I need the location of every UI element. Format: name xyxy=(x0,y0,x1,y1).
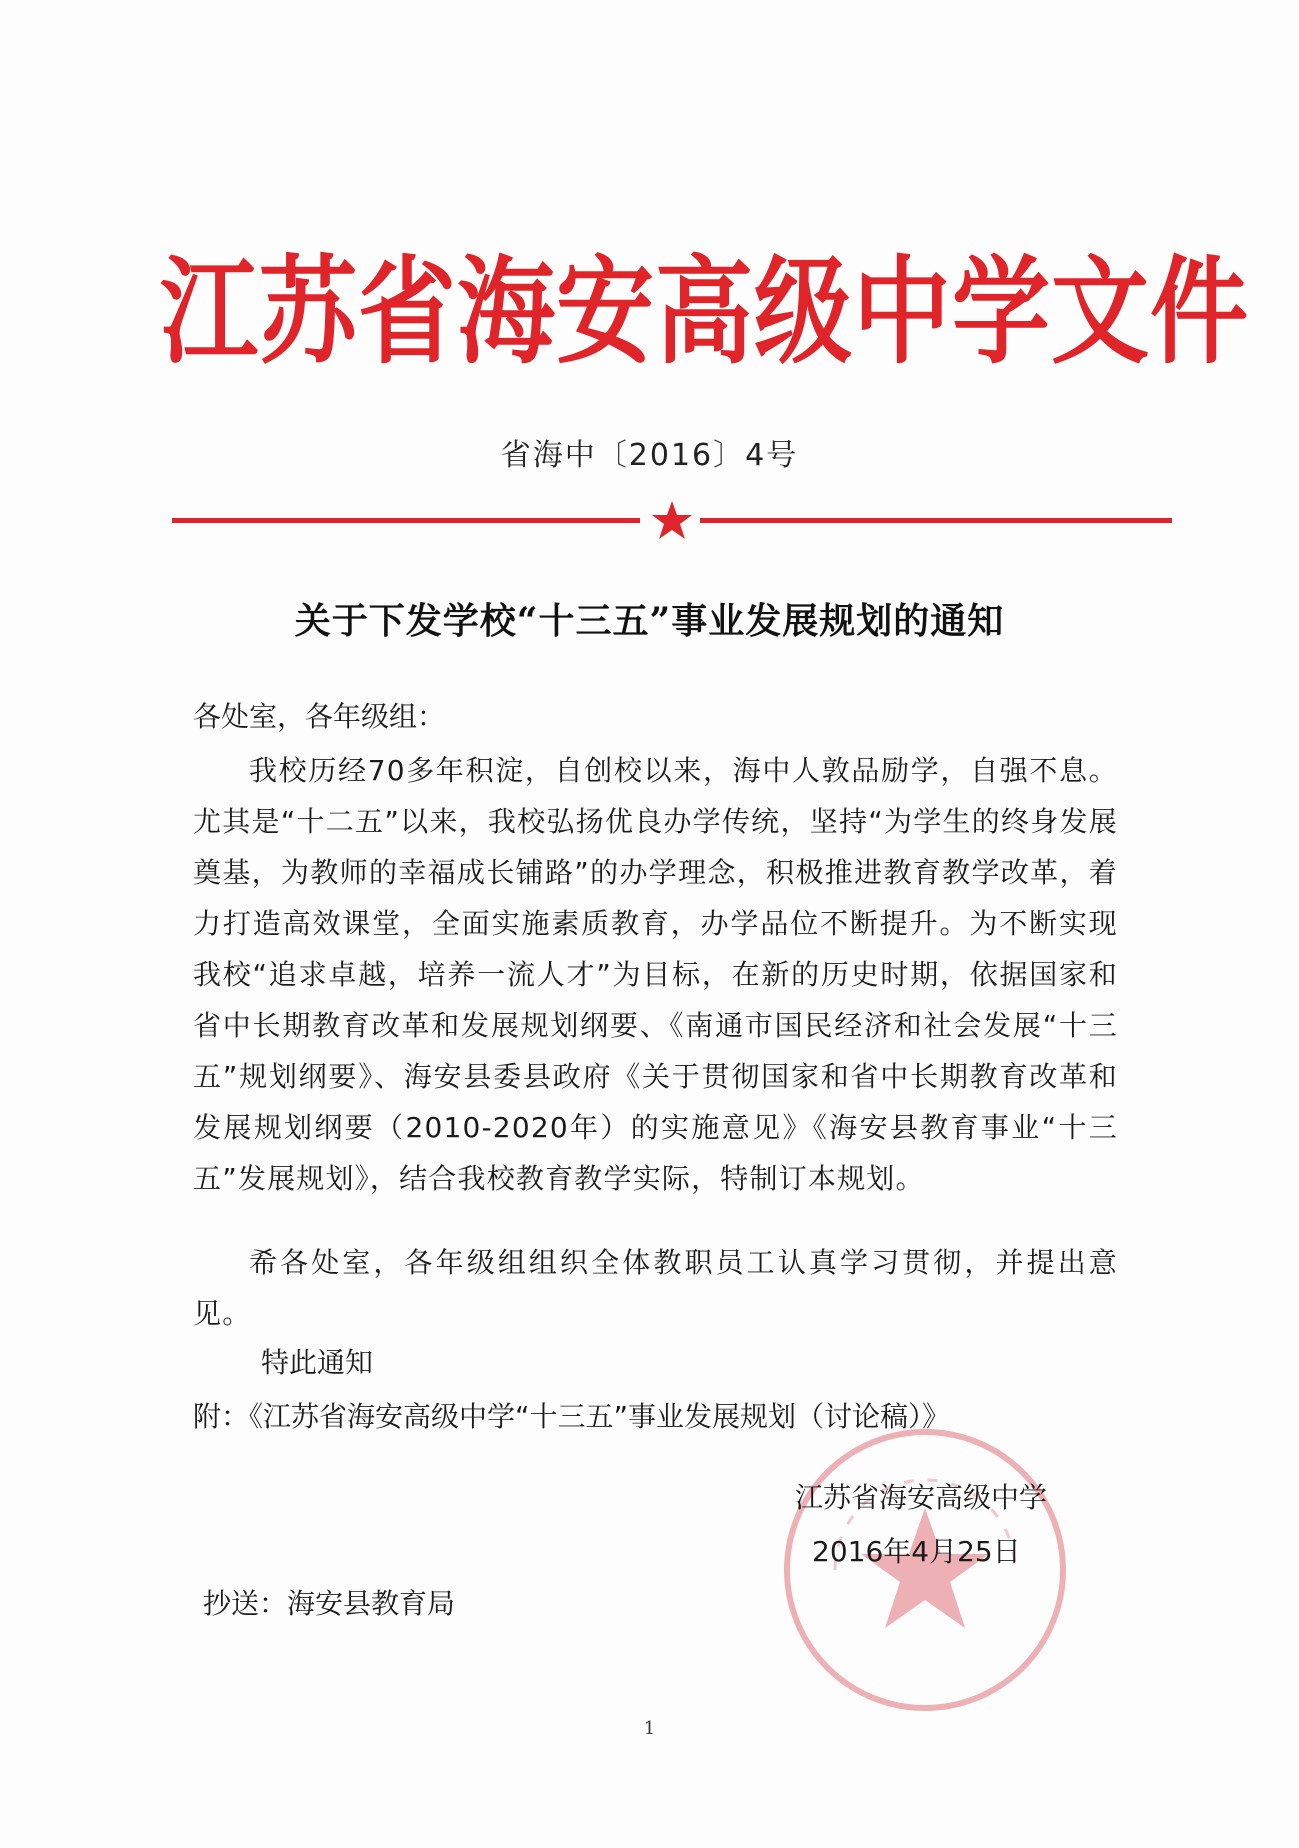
page-number: 1 xyxy=(643,1718,656,1739)
salutation: 各处室，各年级组： xyxy=(193,700,446,733)
masthead-title: 江苏省海安高级中学文件 xyxy=(160,244,1250,381)
star-icon xyxy=(650,500,694,540)
issuer-name: 江苏省海安高级中学 xyxy=(795,1481,1048,1514)
attachment-line: 附：《江苏省海安高级中学“十三五”事业发展规划（讨论稿）》 xyxy=(193,1400,951,1433)
issue-date: 2016年4月25日 xyxy=(812,1535,1021,1568)
official-seal-image xyxy=(775,1420,1075,1720)
divider-line-left xyxy=(172,518,640,523)
closing-phrase: 特此通知 xyxy=(261,1346,374,1379)
document-number: 省海中〔2016〕4号 xyxy=(500,438,799,473)
divider-line-right xyxy=(700,518,1172,523)
carbon-copy: 抄送：海安县教育局 xyxy=(203,1587,456,1620)
paragraph-request: 希各处室，各年级组组织全体教职员工认真学习贯彻，并提出意见。 xyxy=(193,1246,1118,1330)
paragraph-main: 我校历经70多年积淀，自创校以来，海中人敦品励学，自强不息。尤其是“十二五”以来，我校弘扬优良办学传统，坚持“为学生的终身发展奠基，为教师的幸福成长铺路”的办学理念，积极推进教育教学改革，着力打造高效课堂，全面实施素质教育，办学品位不断提升。为不断实现我校“追求卓越，培养一流人才”为目标，在新的历史时期，依据国家和省中长期教育改革和发展规划纲要、《南通市国民经济和社会发展“十三五”规划纲要》、海安县委县政府《关于贯彻国家和省中长期教育改革和发展规划纲要（2010-2020年）的实施意见》《海安县教育事业“十三五”发展规划》，结合我校教育教学实际，特制订本规划。 xyxy=(193,754,1118,1195)
notice-title: 关于下发学校“十三五”事业发展规划的通知 xyxy=(294,600,1005,642)
red-divider xyxy=(172,500,1172,540)
